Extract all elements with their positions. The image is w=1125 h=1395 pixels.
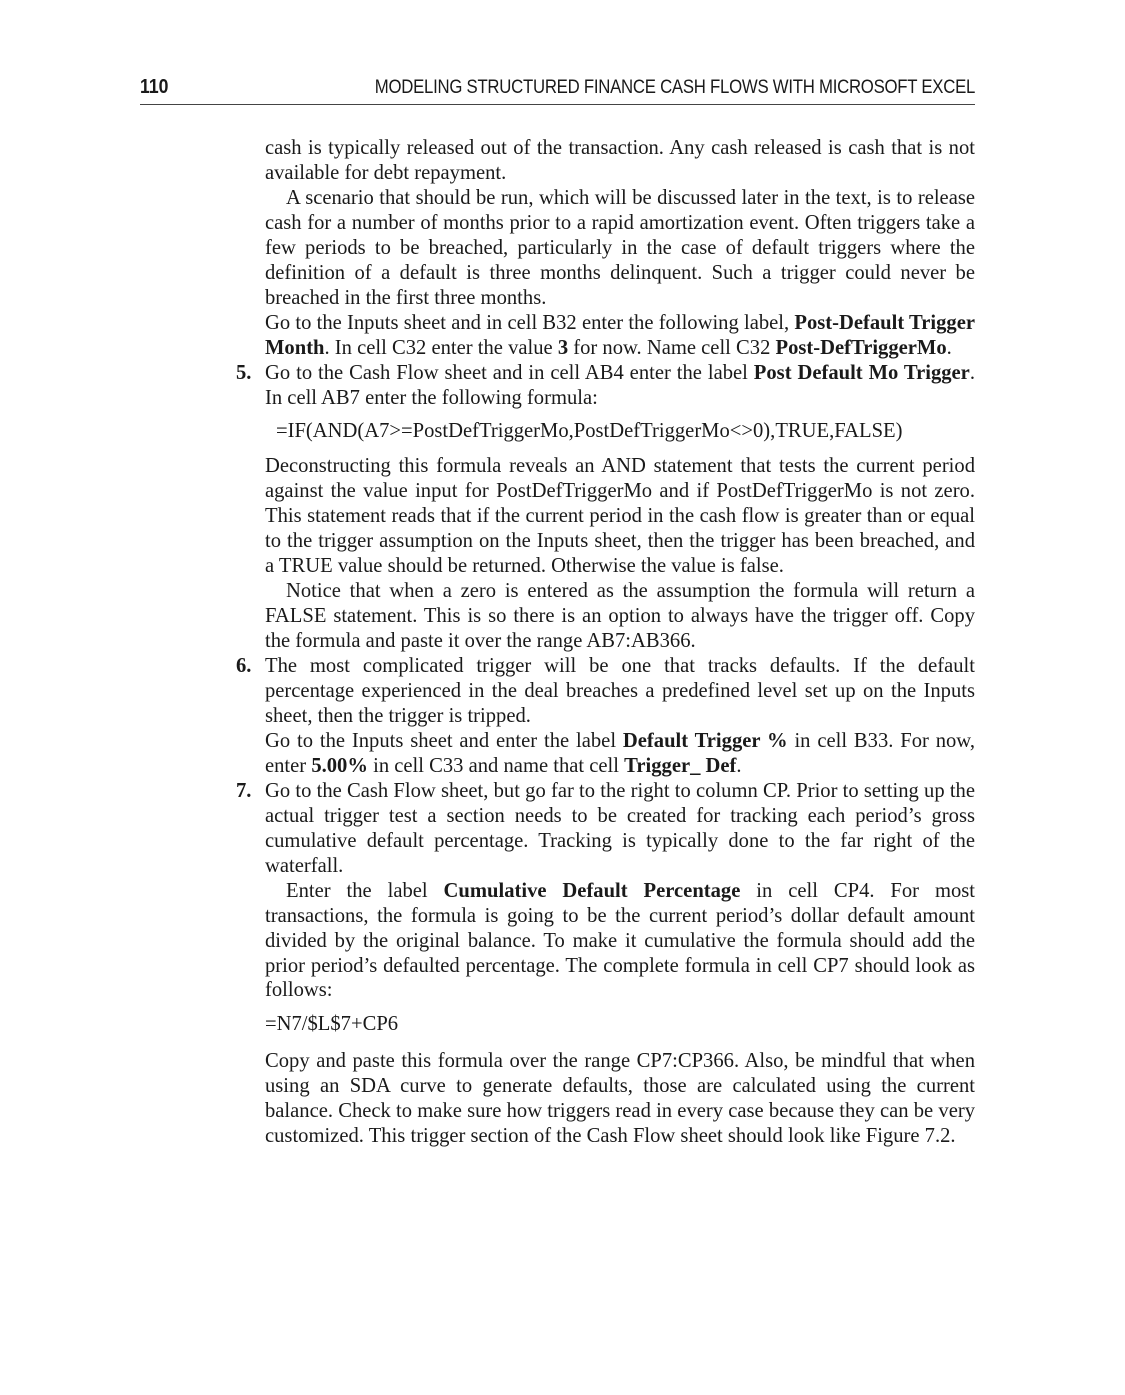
step-number: 6.	[236, 655, 252, 678]
bold-term: Post-DefTriggerMo	[775, 336, 947, 359]
paragraph	[265, 311, 975, 361]
step-number: 5.	[236, 361, 252, 384]
text-run: Go to the Cash Flow sheet and in cell AB4 enter the label	[265, 361, 754, 384]
formula-display: =N7/$L$7+CP6	[265, 1013, 399, 1036]
running-head-title: MODELING STRUCTURED FINANCE CASH FLOWS WITH MICROSOFT EXCEL	[374, 76, 975, 98]
text-run: Go to the Cash Flow sheet, but go far to the right to column CP. Prior to setting up the actual trigger test a section needs to be created for tracking each period’s gross cumulative default percentage. Tracking is typically done to the far right of the waterfall.	[265, 779, 975, 877]
step-number: 7.	[236, 779, 252, 802]
text-run: .	[946, 336, 952, 359]
text-run: Go to the Inputs sheet and enter the label	[265, 729, 623, 752]
paragraph	[265, 729, 975, 779]
text-run: for now. Name cell C32	[568, 336, 776, 359]
bold-term: Post-Default Trigger Month	[265, 311, 976, 359]
paragraph: Notice that when a zero is entered as the assumption the formula will return a FALSE statement. This is so there is an option to always have the trigger off. Copy the formula and paste it over the range AB7:AB366.	[265, 580, 975, 653]
bold-term: Default Trigger %	[622, 729, 788, 752]
running-header	[140, 74, 975, 105]
text-run: .	[736, 754, 742, 777]
paragraph: cash is typically released out of the transaction. Any cash released is cash that is not available for debt repayment.	[265, 137, 975, 184]
paragraph: Deconstructing this formula reveals an AND statement that tests the current period against the value input for PostDefTriggerMo and if PostDefTriggerMo is not zero. This statement reads that if the current period in the cash flow is greater than or equal to the trigger assumption on the Inputs sheet, then the trigger has been breached, and a TRUE value should be returned. Otherwise the value is false.	[265, 455, 975, 578]
text-run: . In cell AB7 enter the following formula:	[265, 361, 975, 409]
numbered-step-5	[236, 361, 975, 411]
numbered-step-7	[236, 779, 975, 879]
bold-term: Cumulative Default Percentage	[443, 879, 741, 902]
text-run: in cell CP4. For most transactions, the formula is going to be the current period’s dollar default amount divided by the original balance. To make it cumulative the formula should add the prior period’s defaulted percentage. The complete formula in cell CP7 should look as follows:	[265, 879, 976, 1002]
numbered-step-6	[236, 654, 975, 729]
paragraph	[265, 879, 975, 1004]
formula-display: =IF(AND(A7>=PostDefTriggerMo,PostDefTriggerMo<>0),TRUE,FALSE)	[276, 420, 903, 443]
bold-term: 3	[557, 336, 569, 359]
bold-term: Post Default Mo Trigger	[753, 361, 970, 384]
text-run: in cell B33. For now, enter	[265, 729, 975, 777]
text-run: . In cell C32 enter the value	[324, 336, 558, 359]
text-run: Go to the Inputs sheet and in cell B32 enter the following label,	[265, 311, 795, 334]
paragraph: Copy and paste this formula over the range CP7:CP366. Also, be mindful that when using an SDA curve to generate defaults, those are calculated using the current balance. Check to make sure how triggers read in every case because they can be very customized. This trigger section of the Cash Flow sheet should look like Figure 7.2.	[265, 1050, 975, 1148]
text-run: The most complicated trigger will be one that tracks defaults. If the default percentage experienced in the deal breaches a predefined level set up on the Inputs sheet, then the trigger is tripped.	[265, 655, 975, 727]
bold-term: Trigger_ Def	[624, 754, 737, 777]
page-number: 110	[140, 76, 169, 98]
body-text	[236, 136, 976, 1149]
text-run: Enter the label	[286, 879, 444, 902]
paragraph: A scenario that should be run, which will be discussed later in the text, is to release cash for a number of months prior to a rapid amortization event. Often triggers take a few periods to be breached, particularly in the case of default triggers where the definition of a default is three months delinquent. Such a trigger could never be breached in the first three months.	[265, 186, 975, 309]
bold-term: 5.00%	[311, 754, 368, 777]
text-run: in cell C33 and name that cell	[367, 754, 625, 777]
